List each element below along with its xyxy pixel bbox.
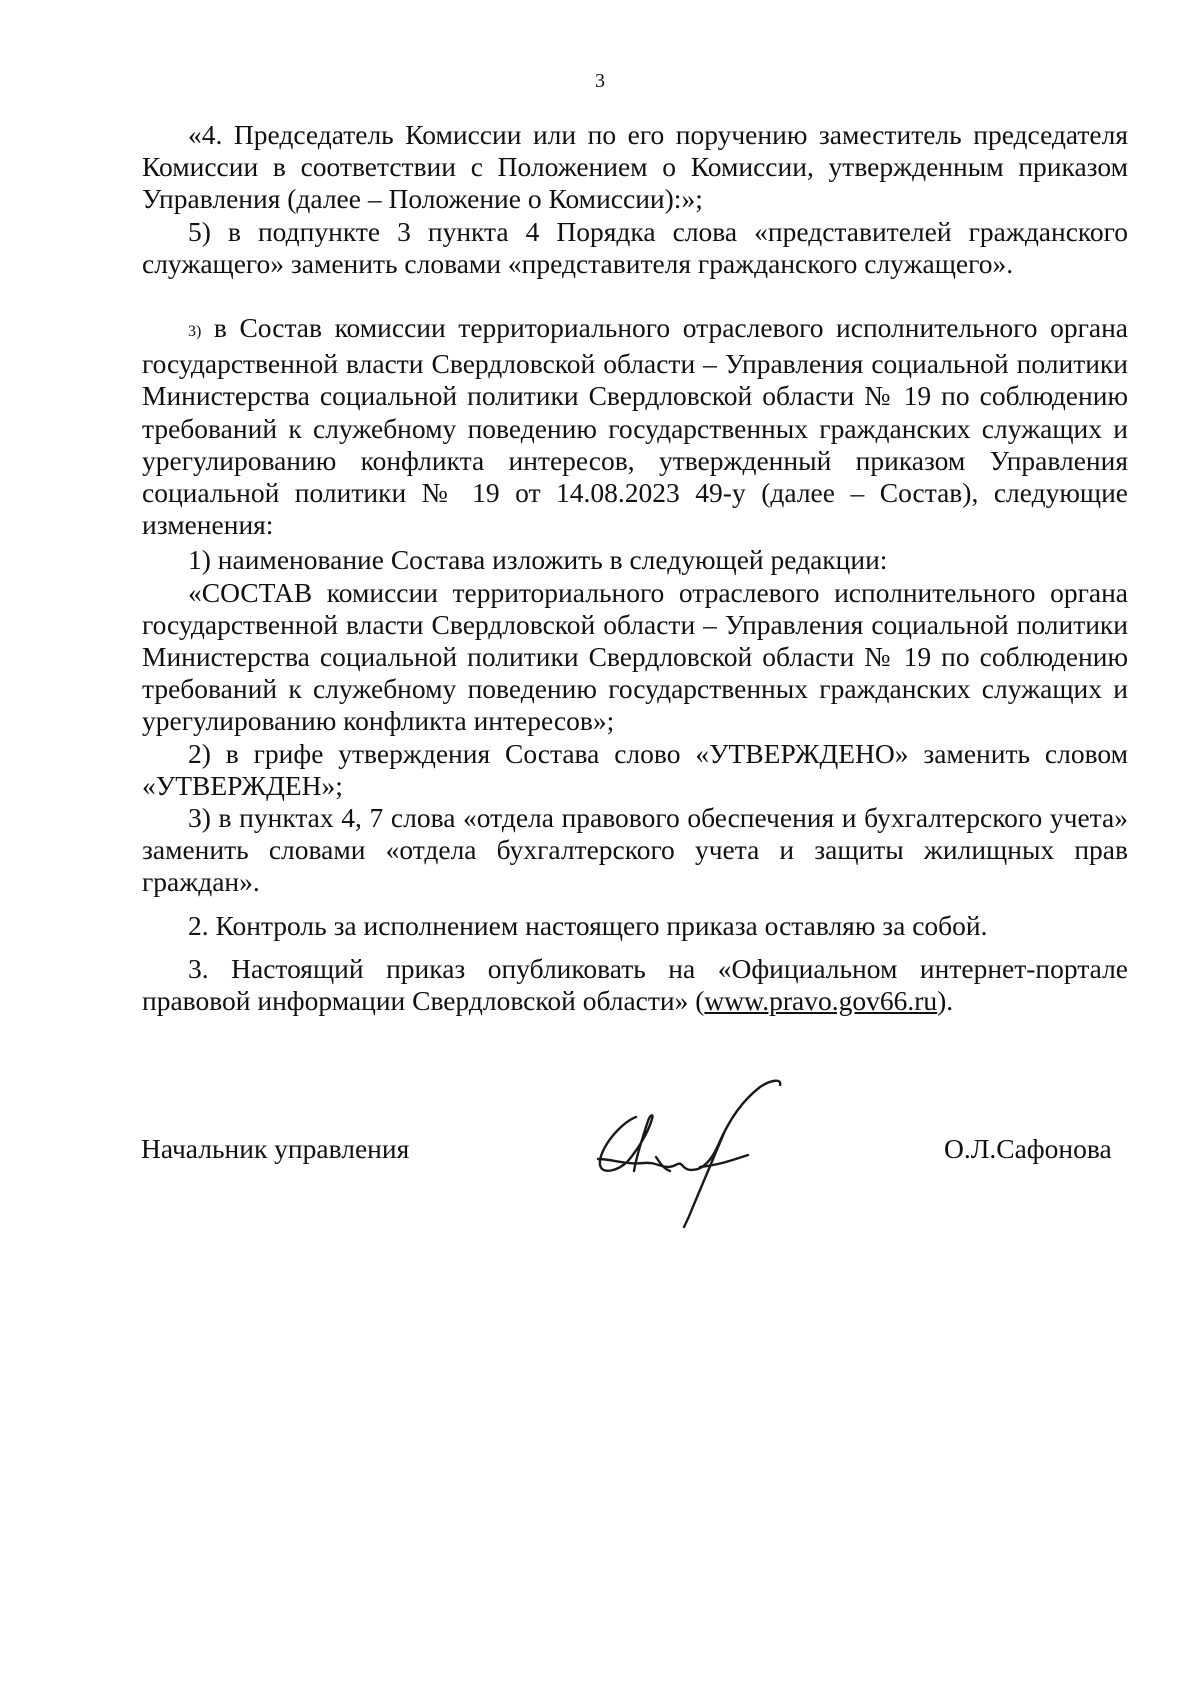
- paragraph-subitem-2: 2) в грифе утверждения Состава слово «УТВЕРЖДЕНО» заменить словом «УТВЕРЖДЕН»;: [142, 737, 1128, 801]
- paragraph-publish: [142, 953, 1128, 1017]
- item-number: 3): [188, 323, 202, 341]
- signature-stroke: [598, 1159, 698, 1170]
- item-text: в Состав комиссии территориального отраслевого исполнительного органа государственной власти Свердловской области – Управления социальной политики Министерства социальной политики Свердловской области № 19 по соблюдению требований к служебному поведению государственных гражданских служащих и урегулированию конфликта интересов, утвержденный приказом Управления социальной политики № 19 от 14.08.2023 49-у (далее – Состав), следующие изменения:: [142, 312, 1128, 541]
- handwritten-signature: [590, 1075, 800, 1230]
- paragraph-item-3: [142, 312, 1128, 541]
- paragraph-control: 2. Контроль за исполнением настоящего приказа оставляю за собой.: [188, 909, 988, 941]
- paragraph-item-4: «4. Председатель Комиссии или по его поручению заместитель председателя Комиссии в соответствии с Положением о Комиссии, утвержденным приказом Управления (далее – Положение о Комиссии):»;: [142, 119, 1128, 215]
- paragraph-subitem-3: 3) в пунктах 4, 7 слова «отдела правового обеспечения и бухгалтерского учета» заменить словами «отдела бухгалтерского учета и защиты жилищных прав граждан».: [142, 802, 1128, 898]
- signatory-role: Начальник управления: [141, 1133, 410, 1164]
- portal-link[interactable]: www.pravo.gov66.ru: [704, 985, 938, 1017]
- signatory-name: О.Л.Сафонова: [944, 1133, 1112, 1164]
- signature-stroke: [684, 1133, 724, 1227]
- signature-stroke: [698, 1081, 780, 1169]
- paragraph-subitem-5: 5) в подпункте 3 пункта 4 Порядка слова «представителей гражданского служащего» заменить словами «представителя гражданского служащего».: [142, 215, 1128, 279]
- publish-text-end: ).: [937, 985, 954, 1017]
- document-body: [142, 119, 1128, 1017]
- publish-text: 3. Настоящий приказ опубликовать на «Официальном интернет-портале правовой информации Свердловской области» (: [142, 952, 1128, 1017]
- page-number: 3: [595, 70, 605, 92]
- paragraph-new-title: «СОСТАВ комиссии территориального отраслевого исполнительного органа государственной власти Свердловской области – Управления социальной политики Министерства социальной политики Свердловской области № 19 по соблюдению требований к служебному поведению государственных гражданских служащих и урегулированию конфликта интересов»;: [142, 576, 1128, 737]
- paragraph-subitem-1: 1) наименование Состава изложить в следующей редакции:: [188, 544, 888, 576]
